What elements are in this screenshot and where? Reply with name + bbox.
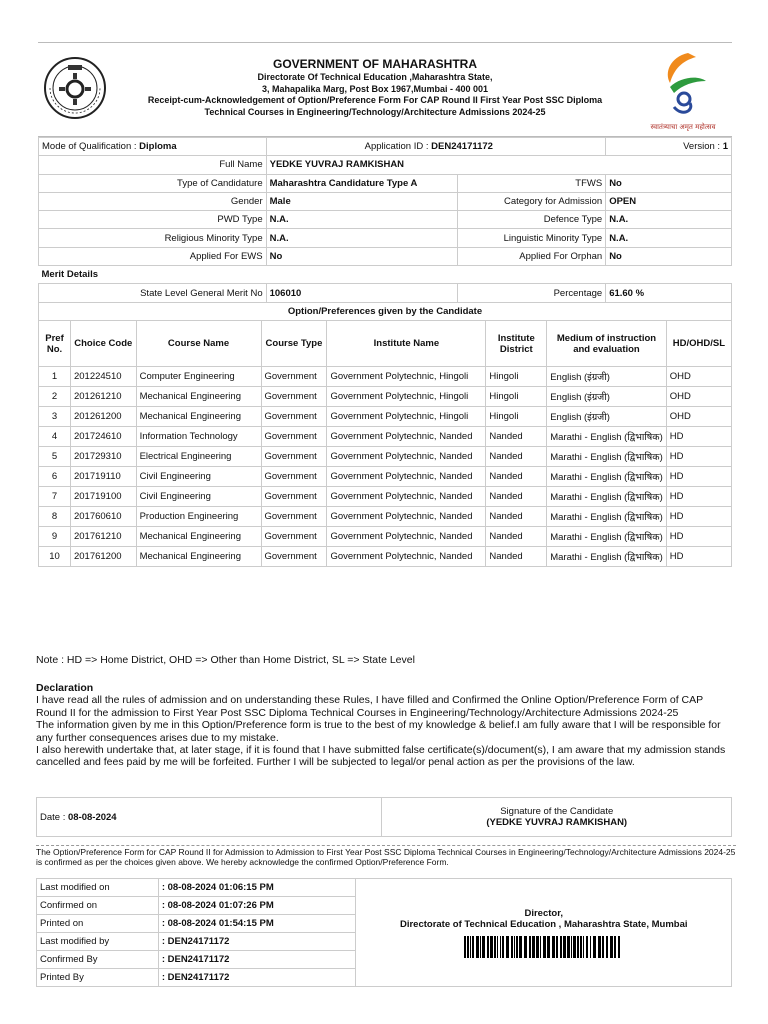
col-course-name: Course Name [136,321,261,367]
director-title: Director, [524,907,564,919]
institute-district: Hingoli [486,387,547,407]
form-subtitle-line: Technical Courses in Engineering/Technology/Architecture Admissions 2024-25 [204,106,546,117]
gov-title: GOVERNMENT OF MAHARASHTRA [273,57,477,71]
medium: English (इंग्रजी) [547,407,667,427]
medium: Marathi - English (द्विभाषिक) [547,447,667,467]
acknowledgement-text: The Option/Preference Form for CAP Round II for Admission to Admission to First Year Post SSC Diploma Technical Courses in Engineering/Technology/Architecture Admissions 2024-25 is confirmed as per the choices given above. We hereby acknowledge the confirmed Option/Preference Form. [36,847,736,867]
col-pref-no: Pref No. [39,321,71,367]
pref-no: 7 [39,487,71,507]
institute-district: Nanded [486,447,547,467]
course-name: Mechanical Engineering [136,387,261,407]
col-institute-name: Institute Name [327,321,486,367]
gender-value: Male [269,196,291,208]
course-type: Government [261,507,327,527]
district-type: OHD [666,407,731,427]
choice-code: 201729310 [70,447,136,467]
institute-name: Government Polytechnic, Nanded [327,447,486,467]
pref-no: 8 [39,507,71,527]
district-type: HD [666,487,731,507]
signature-label: Signature of the Candidate [500,806,614,817]
institute-name: Government Polytechnic, Nanded [327,527,486,547]
preference-row [39,467,732,487]
medium: Marathi - English (द्विभाषिक) [547,527,667,547]
linguistic-label: Linguistic Minority Type [458,229,606,247]
district-type: OHD [666,387,731,407]
candidature-label: Type of Candidature [39,174,267,192]
mode-value: Diploma [139,141,177,153]
directorate-line: Directorate Of Technical Education ,Maharashtra State, [257,72,493,82]
choice-code: 201719100 [70,487,136,507]
course-type: Government [261,407,327,427]
course-name: Civil Engineering [136,487,261,507]
course-type: Government [261,367,327,387]
institute-district: Nanded [486,427,547,447]
merit-label: State Level General Merit No [39,284,267,302]
linguistic-value: N.A. [609,232,629,244]
signature-name: (YEDKE YUVRAJ RAMKISHAN) [486,817,628,828]
barcode-icon [464,936,624,958]
choice-code: 201761200 [70,547,136,567]
course-name: Electrical Engineering [136,447,261,467]
district-type: HD [666,447,731,467]
category-value: OPEN [609,196,637,208]
choice-code: 201724610 [70,427,136,447]
application-id-value: DEN24171172 [431,141,493,153]
options-heading: Option/Preferences given by the Candidate [287,305,483,317]
choice-code: 201261200 [70,407,136,427]
col-choice-code: Choice Code [70,321,136,367]
percentage-label: Percentage [458,284,606,302]
pref-no: 2 [39,387,71,407]
medium: Marathi - English (द्विभाषिक) [547,507,667,527]
logo-caption: स्वातंत्र्याचा अमृत महोत्सव [650,123,716,131]
audit-value: : DEN24171172 [158,969,356,987]
ews-label: Applied For EWS [39,247,267,265]
institute-name: Government Polytechnic, Nanded [327,487,486,507]
audit-value: : DEN24171172 [158,951,356,969]
col-medium: Medium of instruction and evaluation [547,321,667,367]
declaration-para-1: I have read all the rules of admission and on understanding these Rules, I have filled and Confirmed the Online Option/Preference Form of CAP Round II for the admission to First Year Post SSC Diploma Technical Courses in Engineering/Technology/Architecture Admissions 2024-25 [36,694,703,719]
institute-name: Government Polytechnic, Nanded [327,507,486,527]
pref-no: 4 [39,427,71,447]
audit-label: Confirmed By [37,951,159,969]
course-type: Government [261,547,327,567]
mode-cell: Mode of Qualification : Diploma [39,138,267,156]
signature-cell [382,798,732,837]
preference-row [39,527,732,547]
course-type: Government [261,387,327,407]
director-cell [356,879,732,987]
course-name: Civil Engineering [136,467,261,487]
candidature-value: Maharashtra Candidature Type A [269,177,418,189]
preferences-table [38,320,732,567]
pwd-value: N.A. [269,214,289,226]
district-type: HD [666,427,731,447]
address-line: 3, Mahapalika Marg, Post Box 1967,Mumbai - 400 001 [261,83,489,94]
gender-label: Gender [39,192,267,210]
course-type: Government [261,487,327,507]
orphan-value: No [609,250,622,262]
preference-row [39,387,732,407]
audit-table [36,878,732,987]
audit-label: Last modified on [37,879,159,897]
institute-district: Nanded [486,547,547,567]
declaration [36,682,736,769]
audit-label: Last modified by [37,933,159,951]
full-name-label: Full Name [39,156,267,174]
preference-row [39,447,732,467]
legend-note: Note : HD => Home District, OHD => Other than Home District, SL => State Level [36,654,415,666]
audit-label: Printed By [37,969,159,987]
medium: English (इंग्रजी) [547,387,667,407]
declaration-para-3: I also herewith undertake that, at later stage, if it is found that I have submitted false certificate(s)/document(s), I am aware that my admission stands cancelled and fees paid by me will be forfeited. Further I will be subjected to legal/or penal action as per the provisions of the law. [36,744,726,769]
course-type: Government [261,527,327,547]
institute-name: Government Polytechnic, Hingoli [327,387,486,407]
choice-code: 201760610 [70,507,136,527]
choice-code: 201719110 [70,467,136,487]
audit-value: : DEN24171172 [158,933,356,951]
signature-table [36,797,732,837]
course-type: Government [261,467,327,487]
district-type: HD [666,547,731,567]
course-name: Information Technology [136,427,261,447]
date-value: 08-08-2024 [68,811,117,823]
pref-no: 9 [39,527,71,547]
preference-row [39,507,732,527]
pref-no: 6 [39,467,71,487]
religious-value: N.A. [269,232,289,244]
choice-code: 201261210 [70,387,136,407]
institute-name: Government Polytechnic, Hingoli [327,407,486,427]
course-name: Computer Engineering [136,367,261,387]
medium: Marathi - English (द्विभाषिक) [547,547,667,567]
preference-row [39,367,732,387]
audit-value: : 08-08-2024 01:06:15 PM [158,879,356,897]
institute-district: Nanded [486,527,547,547]
col-institute-district: Institute District [486,321,547,367]
pref-no: 10 [39,547,71,567]
course-name: Production Engineering [136,507,261,527]
orphan-label: Applied For Orphan [458,247,606,265]
merit-heading: Merit Details [41,269,98,281]
preference-row [39,427,732,447]
course-type: Government [261,427,327,447]
pwd-label: PWD Type [39,211,267,229]
course-type: Government [261,447,327,467]
course-name: Mechanical Engineering [136,527,261,547]
declaration-para-2: The information given by me in this Option/Preference form is true to the best of my knowledge & belief.I am fully aware that I will be responsible for any further consequences arises due to my mistake. [36,719,721,744]
institute-district: Nanded [486,467,547,487]
ews-value: No [269,250,283,262]
religious-label: Religious Minority Type [39,229,267,247]
document-header [38,42,732,137]
tfws-label: TFWS [458,174,606,192]
choice-code: 201761210 [70,527,136,547]
institute-name: Government Polytechnic, Nanded [327,547,486,567]
institute-district: Nanded [486,507,547,527]
defence-label: Defence Type [458,211,606,229]
audit-value: : 08-08-2024 01:54:15 PM [158,915,356,933]
district-type: HD [666,507,731,527]
audit-label: Printed on [37,915,159,933]
version-value: 1 [722,141,728,153]
medium: English (इंग्रजी) [547,367,667,387]
audit-value: : 08-08-2024 01:07:26 PM [158,897,356,915]
preferences-header-row [39,321,732,367]
category-label: Category for Admission [458,192,606,210]
institute-district: Hingoli [486,367,547,387]
institute-district: Hingoli [486,407,547,427]
preference-row [39,407,732,427]
application-id-cell: Application ID : DEN24171172 [266,138,606,156]
amrit-mahotsav-logo-icon [640,47,726,133]
course-name: Mechanical Engineering [136,407,261,427]
district-type: HD [666,467,731,487]
full-name-value: YEDKE YUVRAJ RAMKISHAN [269,159,405,171]
director-office: Directorate of Technical Education , Maharashtra State, Mumbai [399,918,688,930]
merit-value: 106010 [269,287,302,299]
pref-no: 3 [39,407,71,427]
form-title-line: Receipt-cum-Acknowledgement of Option/Preference Form For CAP Round II First Year Post SSC Diploma [147,95,603,105]
col-hd-ohd-sl: HD/OHD/SL [666,321,731,367]
defence-value: N.A. [609,214,629,226]
date-cell: Date : 08-08-2024 [37,798,382,837]
candidate-info-table [38,137,732,321]
medium: Marathi - English (द्विभाषिक) [547,427,667,447]
audit-row [37,879,732,897]
medium: Marathi - English (द्विभाषिक) [547,467,667,487]
percentage-value: 61.60 % [609,287,645,299]
choice-code: 201224510 [70,367,136,387]
col-course-type: Course Type [261,321,327,367]
pref-no: 5 [39,447,71,467]
version-cell: Version : 1 [606,138,732,156]
preference-row [39,547,732,567]
declaration-heading: Declaration [36,682,94,694]
institute-name: Government Polytechnic, Nanded [327,467,486,487]
district-type: HD [666,527,731,547]
pref-no: 1 [39,367,71,387]
course-name: Mechanical Engineering [136,547,261,567]
preference-row [39,487,732,507]
audit-label: Confirmed on [37,897,159,915]
district-type: OHD [666,367,731,387]
medium: Marathi - English (द्विभाषिक) [547,487,667,507]
tfws-value: No [609,177,622,189]
dte-emblem-icon [42,55,108,121]
institute-name: Government Polytechnic, Nanded [327,427,486,447]
institute-district: Nanded [486,487,547,507]
institute-name: Government Polytechnic, Hingoli [327,367,486,387]
